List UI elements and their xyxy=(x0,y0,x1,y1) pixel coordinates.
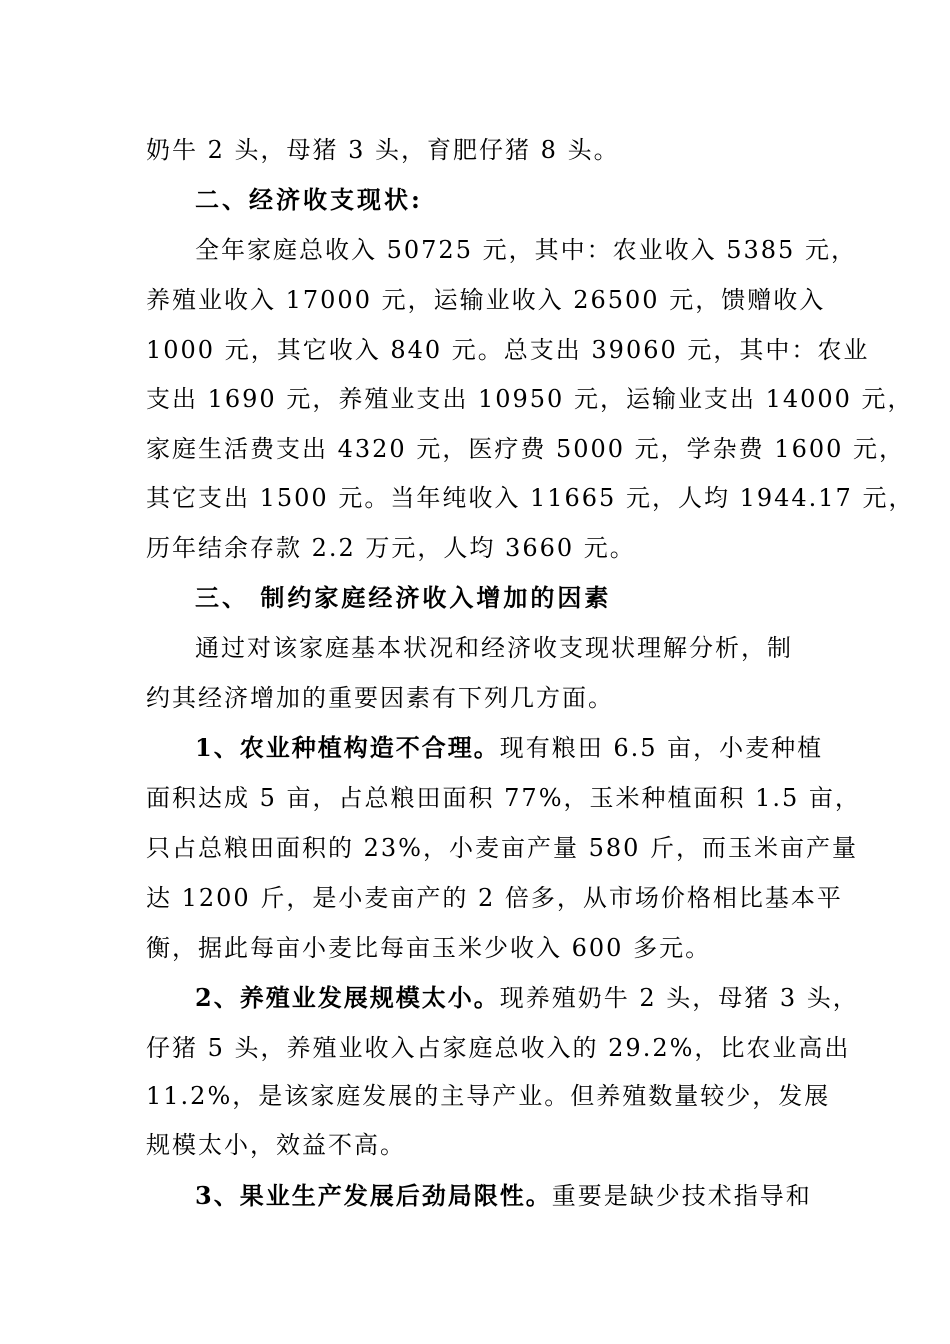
paragraph-line: 面积达成 5 亩，占总粮田面积 77%，玉米种植面积 1.5 亩， xyxy=(146,784,861,812)
paragraph-line: 衡，据此每亩小麦比每亩玉米少收入 600 多元。 xyxy=(146,934,712,962)
bold-lead: 3、果业生产发展后劲局限性。 xyxy=(195,1181,552,1210)
paragraph-line: 只占总粮田面积的 23%，小麦亩产量 580 斤，而玉米亩产量 xyxy=(146,834,859,862)
paragraph-line: 其它支出 1500 元。当年纯收入 11665 元，人均 1944.17 元， xyxy=(146,484,915,512)
bold-lead: 2、养殖业发展规模太小。 xyxy=(195,983,500,1012)
paragraph-text: 现有粮田 6.5 亩，小麦种植 xyxy=(499,734,824,762)
section-heading: 三、 制约家庭经济收入增加的因素 xyxy=(195,583,612,612)
paragraph-line: 约其经济增加的重要因素有下列几方面。 xyxy=(146,684,614,712)
paragraph-line: 达 1200 斤，是小麦亩产的 2 倍多，从市场价格相比基本平 xyxy=(146,884,843,912)
paragraph-line: 通过对该家庭基本状况和经济收支现状理解分析，制 xyxy=(195,634,793,662)
paragraph-line: 养殖业收入 17000 元，运输业收入 26500 元，馈赠收入 xyxy=(146,286,826,314)
paragraph-line: 全年家庭总收入 50725 元，其中：农业收入 5385 元， xyxy=(195,236,857,264)
paragraph-line: 家庭生活费支出 4320 元，医疗费 5000 元，学杂费 1600 元， xyxy=(146,435,906,463)
paragraph-line: 仔猪 5 头，养殖业收入占家庭总收入的 29.2%，比农业高出 xyxy=(146,1034,851,1062)
paragraph-line xyxy=(195,982,859,1014)
section-heading: 二、经济收支现状: xyxy=(195,185,423,214)
paragraph-text: 重要是缺少技术指导和 xyxy=(551,1182,812,1210)
paragraph-text: 现养殖奶牛 2 头，母猪 3 头， xyxy=(499,984,859,1012)
paragraph-line: 规模太小，效益不高。 xyxy=(146,1131,406,1159)
paragraph-line: 11.2%，是该家庭发展的主导产业。但养殖数量较少，发展 xyxy=(146,1082,831,1110)
paragraph-line: 历年结余存款 2.2 万元，人均 3660 元。 xyxy=(146,534,636,562)
paragraph-line xyxy=(195,1180,812,1212)
bold-lead: 1、农业种植构造不合理。 xyxy=(195,733,500,762)
paragraph-line: 奶牛 2 头，母猪 3 头，育肥仔猪 8 头。 xyxy=(146,136,620,164)
paragraph-line: 支出 1690 元，养殖业支出 10950 元，运输业支出 14000 元， xyxy=(146,385,914,413)
paragraph-line xyxy=(195,732,823,764)
paragraph-line: 1000 元，其它收入 840 元。总支出 39060 元，其中：农业 xyxy=(146,336,870,364)
